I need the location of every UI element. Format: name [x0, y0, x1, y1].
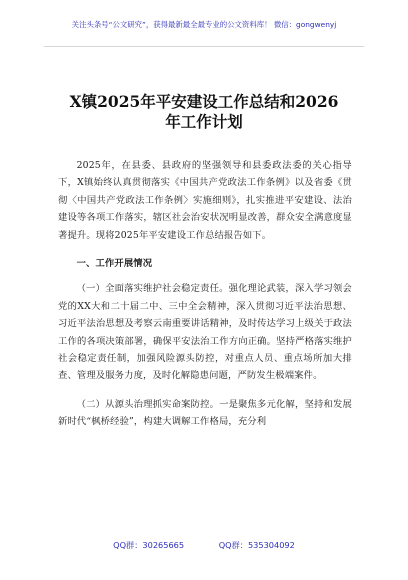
document-title	[40, 92, 368, 132]
title-line-1: X镇2025年平安建设工作总结和2026	[69, 92, 339, 111]
header-divider	[44, 46, 364, 47]
body-paragraph: （一）全面落实维护社会稳定责任。强化理论武装，深入学习领会党的XX大和二十届二中、三中全会精神，深入贯彻习近平法治思想、习近平法治思想及考察云南重要讲话精神，及时传达学习上级关于政法工作的各项决策部署，确保平安法治工作方向正确。坚持严格落实维护社会稳定责任制，加强风险源头防控，对重点人员、重点场所加大排查、管理及服务力度，及时化解隐患问题，严防发生极端案件。	[58, 283, 352, 382]
footer-contact	[0, 539, 408, 551]
intro-paragraph: 2025年，在县委、县政府的坚强领导和县委政法委的关心指导下，X镇始终认真贯彻落实《中国共产党政法工作条例》以及省委《贯彻〈中国共产党政法工作条例〉实施细则》，扎实推进平安建设、法治建设等各项工作落实，辖区社会治安状况明显改善，群众安全满意度显著提升。现将2025年平安建设工作总结报告如下。	[58, 160, 352, 241]
section-heading: 一、工作开展情况	[76, 258, 153, 270]
title-line-2: 年工作计划	[165, 112, 243, 131]
header-banner: 关注头条号“公文研究”，获得最新最全最专业的公文资料库！ 微信：gongwenyj	[71, 20, 337, 29]
document-body	[58, 157, 352, 442]
body-paragraph: （二）从源头治理抓实命案防控。一是聚焦多元化解，坚持和发展新时代“枫桥经验”，构建大调解工作格局，充分利	[58, 398, 352, 428]
qq-group-1: QQ群：30265665	[113, 540, 185, 550]
qq-group-2: QQ群：535304092	[218, 540, 295, 550]
